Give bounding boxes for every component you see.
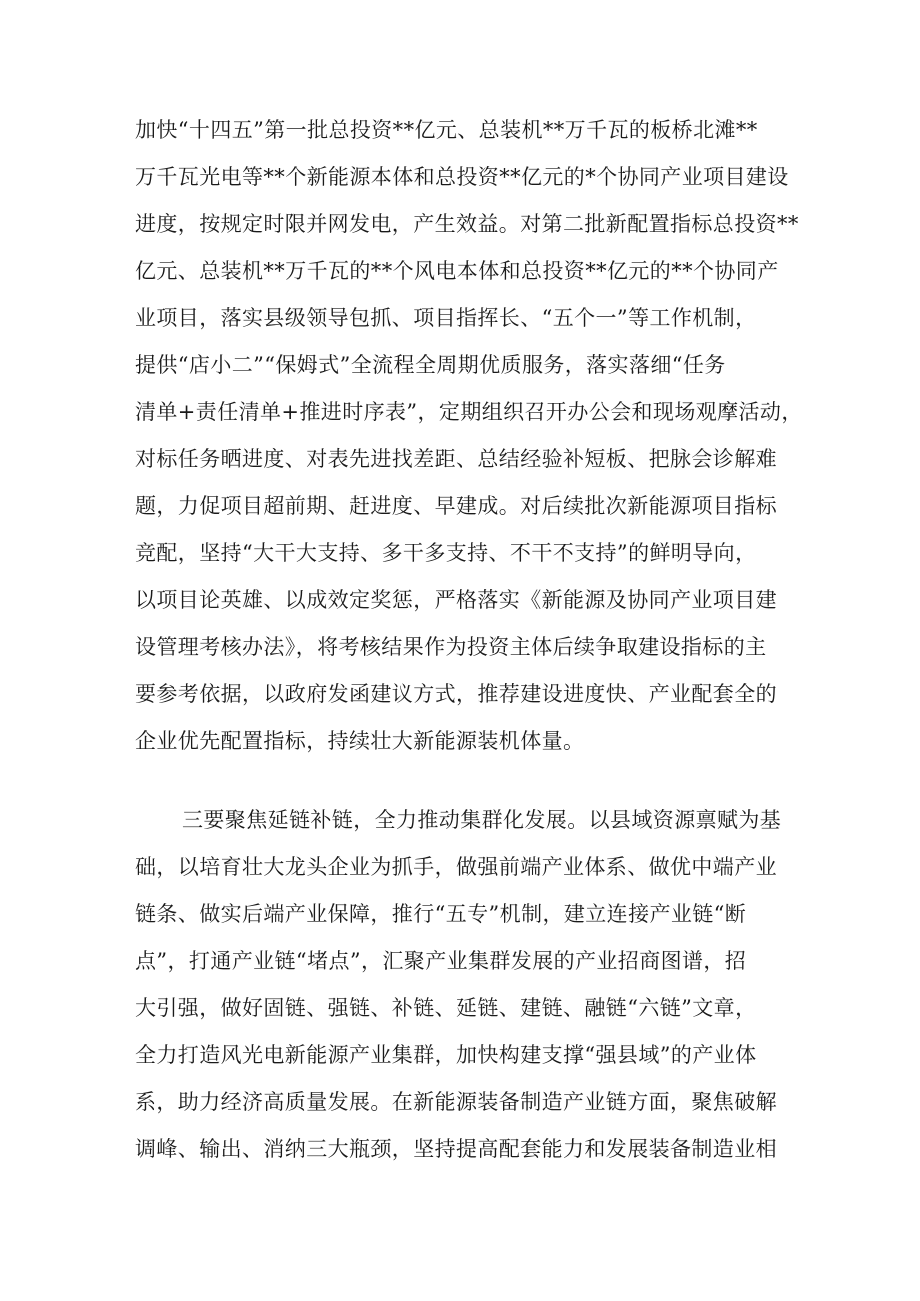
text-line: 竞配，坚持“大干大支持、多干多支持、不干不支持”的鲜明导向， [135, 541, 757, 565]
text-line: 题，力促项目超前期、赶进度、早建成。对后续批次新能源项目指标 [135, 494, 777, 518]
text-line: 调峰、输出、消纳三大瓶颈，坚持提高配套能力和发展装备制造业相 [135, 1137, 777, 1161]
text-line: 提供“店小二”“保姆式”全流程全周期优质服务，落实落细“任务 [135, 353, 726, 377]
text-line: 全力打造风光电新能源产业集群，加快构建支撑“强县域”的产业体 [135, 1043, 757, 1067]
text-line: 加快“十四五”第一批总投资**亿元、总装机**万千瓦的板桥北滩** [135, 118, 758, 142]
text-line: 大引强，做好固链、强链、补链、延链、建链、融链“六链”文章， [135, 996, 757, 1020]
text-line: 础，以培育壮大龙头企业为抓手，做强前端产业体系、做优中端产业 [135, 855, 777, 879]
text-line: 要参考依据，以政府发函建议方式，推荐建设进度快、产业配套全的 [135, 682, 777, 706]
text-line: 亿元、总装机**万千瓦的**个风电本体和总投资**亿元的**个协同产 [135, 259, 779, 283]
text-line: 清单+责任清单+推进时序表”，定期组织召开办公会和现场观摩活动， [135, 400, 803, 424]
text-line: 三要聚焦延链补链，全力推动集群化发展。以县域资源禀赋为基 [182, 808, 782, 832]
text-line: 企业优先配置指标，持续壮大新能源装机体量。 [135, 729, 585, 753]
text-line: 万千瓦光电等**个新能源本体和总投资**亿元的*个协同产业项目建设 [135, 165, 789, 189]
text-line: 点”，打通产业链“堵点”，汇聚产业集群发展的产业招商图谱，招 [135, 949, 747, 973]
text-line: 对标任务晒进度、对表先进找差距、总结经验补短板、把脉会诊解难 [135, 447, 777, 471]
text-line: 链条、做实后端产业保障，推行“五专”机制，建立连接产业链“断 [135, 902, 747, 926]
text-line: 以项目论英雄、以成效定奖惩，严格落实《新能源及协同产业项目建 [135, 588, 777, 612]
text-line: 业项目，落实县级领导包抓、项目指挥长、“五个一”等工作机制， [135, 306, 757, 330]
text-line: 进度，按规定时限并网发电，产生效益。对第二批新配置指标总投资** [135, 212, 799, 236]
text-line: 系，助力经济高质量发展。在新能源装备制造产业链方面，聚焦破解 [135, 1090, 777, 1114]
text-line: 设管理考核办法》，将考核结果作为投资主体后续争取建设指标的主 [135, 635, 767, 659]
